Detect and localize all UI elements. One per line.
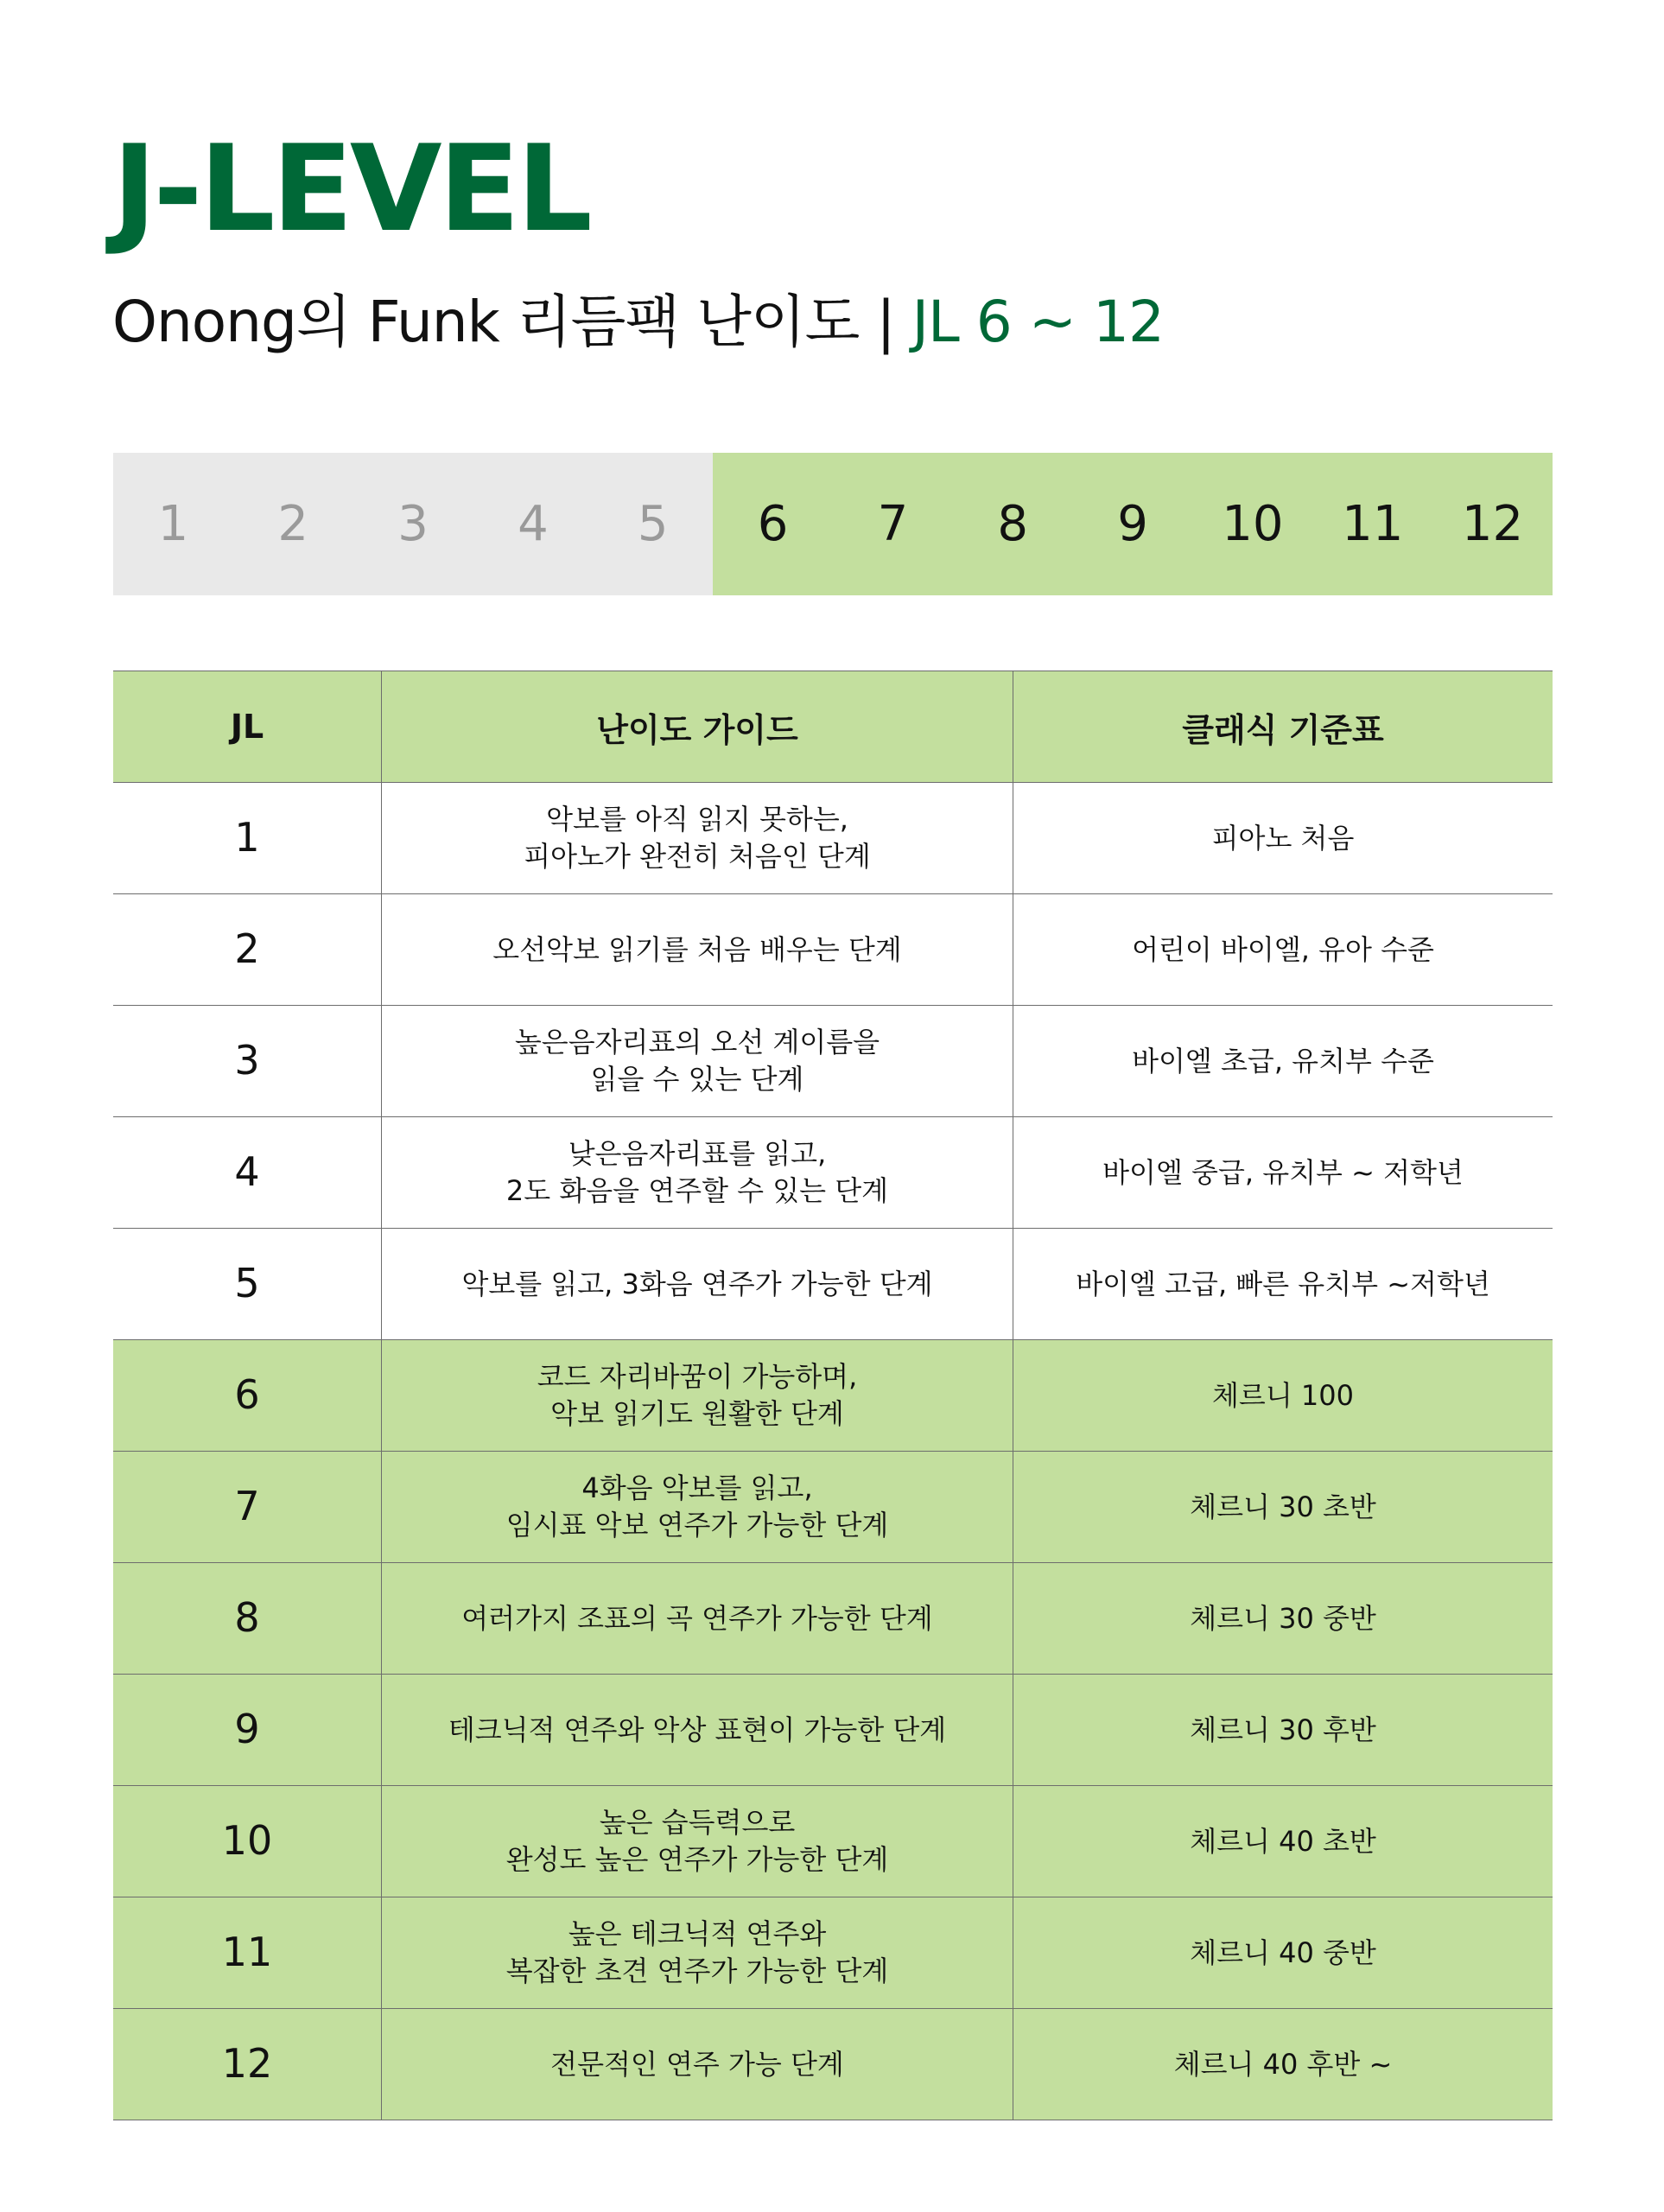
page-subtitle	[112, 289, 1165, 355]
guide-line: 높은 습득력으로	[599, 1806, 796, 1840]
cell-jl: 9	[113, 1675, 382, 1786]
cell-jl: 10	[113, 1786, 382, 1897]
table-row	[113, 1786, 1553, 1897]
scale-level-9: 9	[1073, 453, 1193, 595]
cell-jl: 1	[113, 783, 382, 894]
guide-line: 낮은음자리표를 읽고,	[568, 1137, 827, 1171]
scale-level-7: 7	[833, 453, 953, 595]
cell-guide	[382, 1006, 1013, 1117]
table-row	[113, 1117, 1553, 1229]
guide-line: 악보를 읽고, 3화음 연주가 가능한 단계	[461, 1267, 933, 1300]
scale-level-11: 11	[1312, 453, 1432, 595]
scale-level-3: 3	[353, 453, 473, 595]
cell-guide	[382, 783, 1013, 894]
guide-line: 테크닉적 연주와 악상 표현이 가능한 단계	[448, 1713, 947, 1746]
cell-classic: 체르니 30 중반	[1013, 1563, 1553, 1675]
cell-jl: 5	[113, 1229, 382, 1340]
header-guide: 난이도 가이드	[382, 671, 1013, 783]
cell-jl: 11	[113, 1897, 382, 2009]
subtitle-range: JL 6 ~ 12	[911, 289, 1165, 355]
subtitle-main: Onong의 Funk 리듬팩 난이도 |	[112, 289, 895, 355]
scale-level-4: 4	[473, 453, 593, 595]
guide-line: 높은음자리표의 오선 계이름을	[514, 1026, 880, 1059]
cell-jl: 4	[113, 1117, 382, 1229]
guide-line: 악보 읽기도 원활한 단계	[550, 1397, 844, 1430]
guide-line: 오선악보 읽기를 처음 배우는 단계	[492, 932, 902, 966]
table-row	[113, 1229, 1553, 1340]
guide-line: 2도 화음을 연주할 수 있는 단계	[505, 1174, 889, 1207]
cell-jl: 7	[113, 1452, 382, 1563]
guide-line: 전문적인 연주 가능 단계	[550, 2047, 844, 2081]
table-row	[113, 894, 1553, 1006]
table-row	[113, 1006, 1553, 1117]
cell-guide	[382, 894, 1013, 1006]
cell-classic: 체르니 30 초반	[1013, 1452, 1553, 1563]
cell-classic: 체르니 30 후반	[1013, 1675, 1553, 1786]
cell-jl: 2	[113, 894, 382, 1006]
scale-level-1: 1	[113, 453, 233, 595]
guide-line: 여러가지 조표의 곡 연주가 가능한 단계	[461, 1601, 933, 1635]
cell-classic: 피아노 처음	[1013, 783, 1553, 894]
table-row	[113, 1452, 1553, 1563]
cell-classic: 체르니 100	[1013, 1340, 1553, 1452]
guide-line: 악보를 아직 읽지 못하는,	[546, 803, 848, 836]
guide-line: 높은 테크닉적 연주와	[568, 1917, 827, 1951]
table-row	[113, 1563, 1553, 1675]
cell-classic: 바이엘 고급, 빠른 유치부 ~저학년	[1013, 1229, 1553, 1340]
level-scale-bar	[113, 453, 1553, 595]
cell-guide	[382, 1563, 1013, 1675]
cell-jl: 3	[113, 1006, 382, 1117]
cell-guide	[382, 1229, 1013, 1340]
header-classic: 클래식 기준표	[1013, 671, 1553, 783]
brand-title: J-LEVEL	[112, 119, 589, 258]
table-row	[113, 1675, 1553, 1786]
cell-guide	[382, 1340, 1013, 1452]
scale-level-6: 6	[713, 453, 833, 595]
scale-level-8: 8	[953, 453, 1073, 595]
cell-guide	[382, 1117, 1013, 1229]
scale-level-2: 2	[233, 453, 353, 595]
scale-level-5: 5	[593, 453, 713, 595]
table-row	[113, 2009, 1553, 2120]
guide-line: 완성도 높은 연주가 가능한 단계	[505, 1843, 889, 1876]
cell-classic: 어린이 바이엘, 유아 수준	[1013, 894, 1553, 1006]
cell-guide	[382, 2009, 1013, 2120]
cell-jl: 6	[113, 1340, 382, 1452]
guide-line: 복잡한 초견 연주가 가능한 단계	[505, 1955, 889, 1987]
header-jl: JL	[113, 671, 382, 783]
level-table	[113, 671, 1553, 2120]
cell-guide	[382, 1452, 1013, 1563]
guide-line: 읽을 수 있는 단계	[590, 1063, 804, 1096]
cell-classic: 바이엘 중급, 유치부 ~ 저학년	[1013, 1117, 1553, 1229]
guide-line: 임시표 악보 연주가 가능한 단계	[505, 1509, 889, 1541]
table-row	[113, 1340, 1553, 1452]
cell-guide	[382, 1675, 1013, 1786]
cell-classic: 체르니 40 중반	[1013, 1897, 1553, 2009]
table-row	[113, 783, 1553, 894]
guide-line: 피아노가 완전히 처음인 단계	[524, 840, 871, 873]
table-header-row	[113, 671, 1553, 783]
cell-jl: 8	[113, 1563, 382, 1675]
guide-line: 4화음 악보를 읽고,	[581, 1471, 813, 1505]
cell-classic: 바이엘 초급, 유치부 수준	[1013, 1006, 1553, 1117]
cell-guide	[382, 1897, 1013, 2009]
cell-classic: 체르니 40 후반 ~	[1013, 2009, 1553, 2120]
cell-guide	[382, 1786, 1013, 1897]
cell-jl: 12	[113, 2009, 382, 2120]
scale-level-10: 10	[1192, 453, 1312, 595]
cell-classic: 체르니 40 초반	[1013, 1786, 1553, 1897]
guide-line: 코드 자리바꿈이 가능하며,	[537, 1360, 858, 1394]
table-row	[113, 1897, 1553, 2009]
scale-level-12: 12	[1432, 453, 1553, 595]
